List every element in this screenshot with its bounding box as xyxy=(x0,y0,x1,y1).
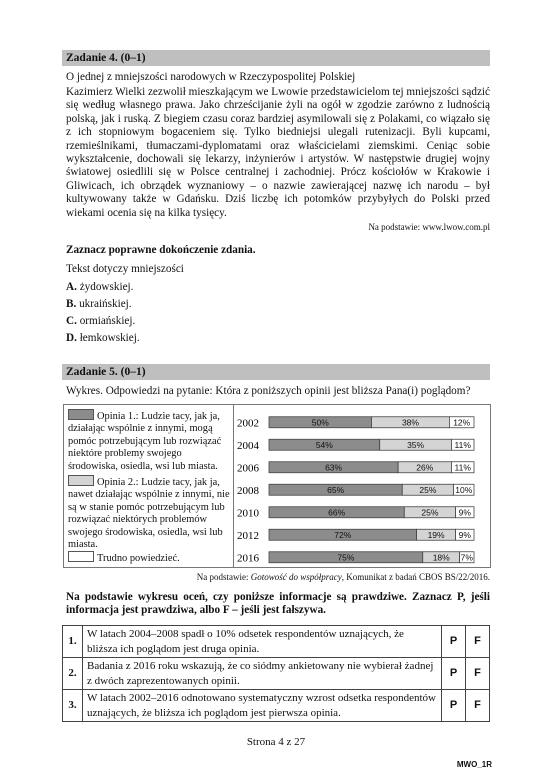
data-label: 38% xyxy=(401,417,419,428)
legend-item-opinion-2 xyxy=(68,475,230,552)
stacked-bar-chart xyxy=(235,405,490,567)
legend-text: Opinia 1.: Ludzie tacy, jak ja, działając wspólnie z innymi, mogą pomóc potrzebującym lub rozwiązać niektóre problemy swojego środowiska, osiedla, wsi lub miasta. xyxy=(68,411,222,472)
source-suffix: , Komunikat z badań CBOS BS/22/2016. xyxy=(341,572,490,582)
legend-swatch xyxy=(68,475,94,486)
data-label: 25% xyxy=(419,484,437,495)
task4-text: Kazimierz Wielki zezwolił mieszkającym we Lwowie przedstawicielom tej mniejszości sądzić się według własnego prawa. Jako chrześcijanie żyli na ogół w zgodzie zarówno z ludnością polską, jak i ruską. Z biegiem czasu coraz bardziej asymilowali się z Polakami, co wiązało się z ich stopniowym bogaceniem się. Tylko biedniejsi ulegali rutenizacji. Byli kupcami, rzemieślnikami, tłumaczami-dyplomatami oraz właścicielami ziemskimi. Ceniąc sobie wykształcenie, dochowali się lekarzy, inżynierów i artystów. W następstwie drugiej wojny światowej osiedlili się w Polsce centralnej i zachodniej. Prócz kościołów w Krakowie i Gliwicach, ich obrządek wyznaniowy – o nazwie zawierającej nazwę ich narodu – był kultywowany także w Gdańsku. Dziś liczbę ich potomków przybyłych do Polski przed wiekami ocenia się na kilka tysięcy. xyxy=(66,86,490,219)
chart-plot xyxy=(235,405,490,567)
true-false-table xyxy=(62,625,490,722)
answer-false[interactable]: F xyxy=(466,626,490,658)
answer-true[interactable]: P xyxy=(442,690,466,722)
option-c[interactable] xyxy=(66,314,135,329)
task5-instruction: Na podstawie wykresu oceń, czy poniższe informacje są prawdziwe. Zaznacz P, jeśli informacja jest prawdziwa, albo F – jeśli jest fałszywa. xyxy=(66,591,490,616)
option-text: ukraińskiej. xyxy=(79,298,132,310)
data-label: 72% xyxy=(334,529,352,540)
page-number: Strona 4 z 27 xyxy=(246,736,306,748)
row-number: 2. xyxy=(63,658,83,690)
year-label: 2016 xyxy=(237,552,259,565)
option-d[interactable] xyxy=(66,331,140,346)
option-letter: C. xyxy=(66,315,77,327)
option-text: ormiańskiej. xyxy=(79,315,136,327)
data-label: 54% xyxy=(315,439,333,450)
statement-text: W latach 2002–2016 odnotowano systematyczny wzrost odsetka respondentów uznających, że bliższa ich poglądom jest pierwsza opinia. xyxy=(83,690,442,722)
data-label: 25% xyxy=(421,507,439,518)
task4-stem: Tekst dotyczy mniejszości xyxy=(66,263,184,275)
data-label: 75% xyxy=(337,552,355,563)
option-letter: B. xyxy=(66,298,77,310)
task4-title: O jednej z mniejszości narodowych w Rzeczypospolitej Polskiej xyxy=(66,71,356,83)
answer-true[interactable]: P xyxy=(442,626,466,658)
option-letter: D. xyxy=(66,332,77,344)
answer-false[interactable]: F xyxy=(466,690,490,722)
data-label: 35% xyxy=(407,439,425,450)
task5-header: Zadanie 5. (0–1) xyxy=(62,364,490,380)
chart-box xyxy=(63,404,491,568)
data-label: 19% xyxy=(427,529,445,540)
exam-code: MWO_1R xyxy=(456,760,492,769)
data-label: 12% xyxy=(453,417,471,428)
legend-item-hard-to-say xyxy=(68,551,230,565)
data-label: 9% xyxy=(458,529,471,540)
year-label: 2004 xyxy=(237,439,259,452)
chart-legend xyxy=(64,405,234,567)
answer-false[interactable]: F xyxy=(466,658,490,690)
year-label: 2008 xyxy=(237,484,259,497)
option-b[interactable] xyxy=(66,297,132,312)
source-title: Gotowość do współpracy xyxy=(250,572,342,582)
legend-item-opinion-1 xyxy=(68,409,230,473)
task4-header: Zadanie 4. (0–1) xyxy=(62,50,490,66)
data-label: 11% xyxy=(454,439,471,450)
data-label: 50% xyxy=(311,417,329,428)
option-a[interactable] xyxy=(66,280,133,295)
data-label: 65% xyxy=(327,484,345,495)
data-label: 18% xyxy=(432,552,450,563)
answer-true[interactable]: P xyxy=(442,658,466,690)
legend-text: Opinia 2.: Ludzie tacy, jak ja, nawet działając wspólnie z innymi, nie są w stanie pomóc potrzebującym lub rozwiązać niektórych problemów swojego środowiska, osiedla, wsi lub miasta. xyxy=(68,477,230,551)
year-label: 2006 xyxy=(237,462,259,475)
table-row xyxy=(63,626,490,658)
option-text: łemkowskiej. xyxy=(79,332,140,344)
data-label: 11% xyxy=(454,462,471,473)
legend-text: Trudno powiedzieć. xyxy=(97,553,180,564)
data-label: 9% xyxy=(458,507,471,518)
year-label: 2002 xyxy=(237,417,259,430)
source-prefix: Na podstawie: xyxy=(196,572,251,582)
table-row xyxy=(63,690,490,722)
data-label: 26% xyxy=(416,462,434,473)
option-text: żydowskiej. xyxy=(79,281,134,293)
year-label: 2010 xyxy=(237,507,259,520)
data-label: 7% xyxy=(460,552,473,563)
table-row xyxy=(63,658,490,690)
task5-intro: Wykres. Odpowiedzi na pytanie: Która z poniższych opinii jest bliższa Pana(i) poglądom? xyxy=(66,385,471,397)
task4-instruction: Zaznacz poprawne dokończenie zdania. xyxy=(66,244,256,256)
option-letter: A. xyxy=(66,281,77,293)
row-number: 1. xyxy=(63,626,83,658)
legend-swatch xyxy=(68,551,94,562)
legend-swatch xyxy=(68,409,94,420)
row-number: 3. xyxy=(63,690,83,722)
task4-source: Na podstawie: www.lwow.com.pl xyxy=(368,222,490,232)
data-label: 66% xyxy=(328,507,346,518)
task5-source xyxy=(197,572,490,584)
statement-text: W latach 2004–2008 spadł o 10% odsetek respondentów uznających, że bliższa ich poglądom jest druga opinia. xyxy=(83,626,442,658)
data-label: 63% xyxy=(325,462,343,473)
statement-text: Badania z 2016 roku wskazują, że co siódmy ankietowany nie wybierał żadnej z dwóch zaprezentowanych opinii. xyxy=(83,658,442,690)
data-label: 10% xyxy=(455,484,473,495)
year-label: 2012 xyxy=(237,529,259,542)
